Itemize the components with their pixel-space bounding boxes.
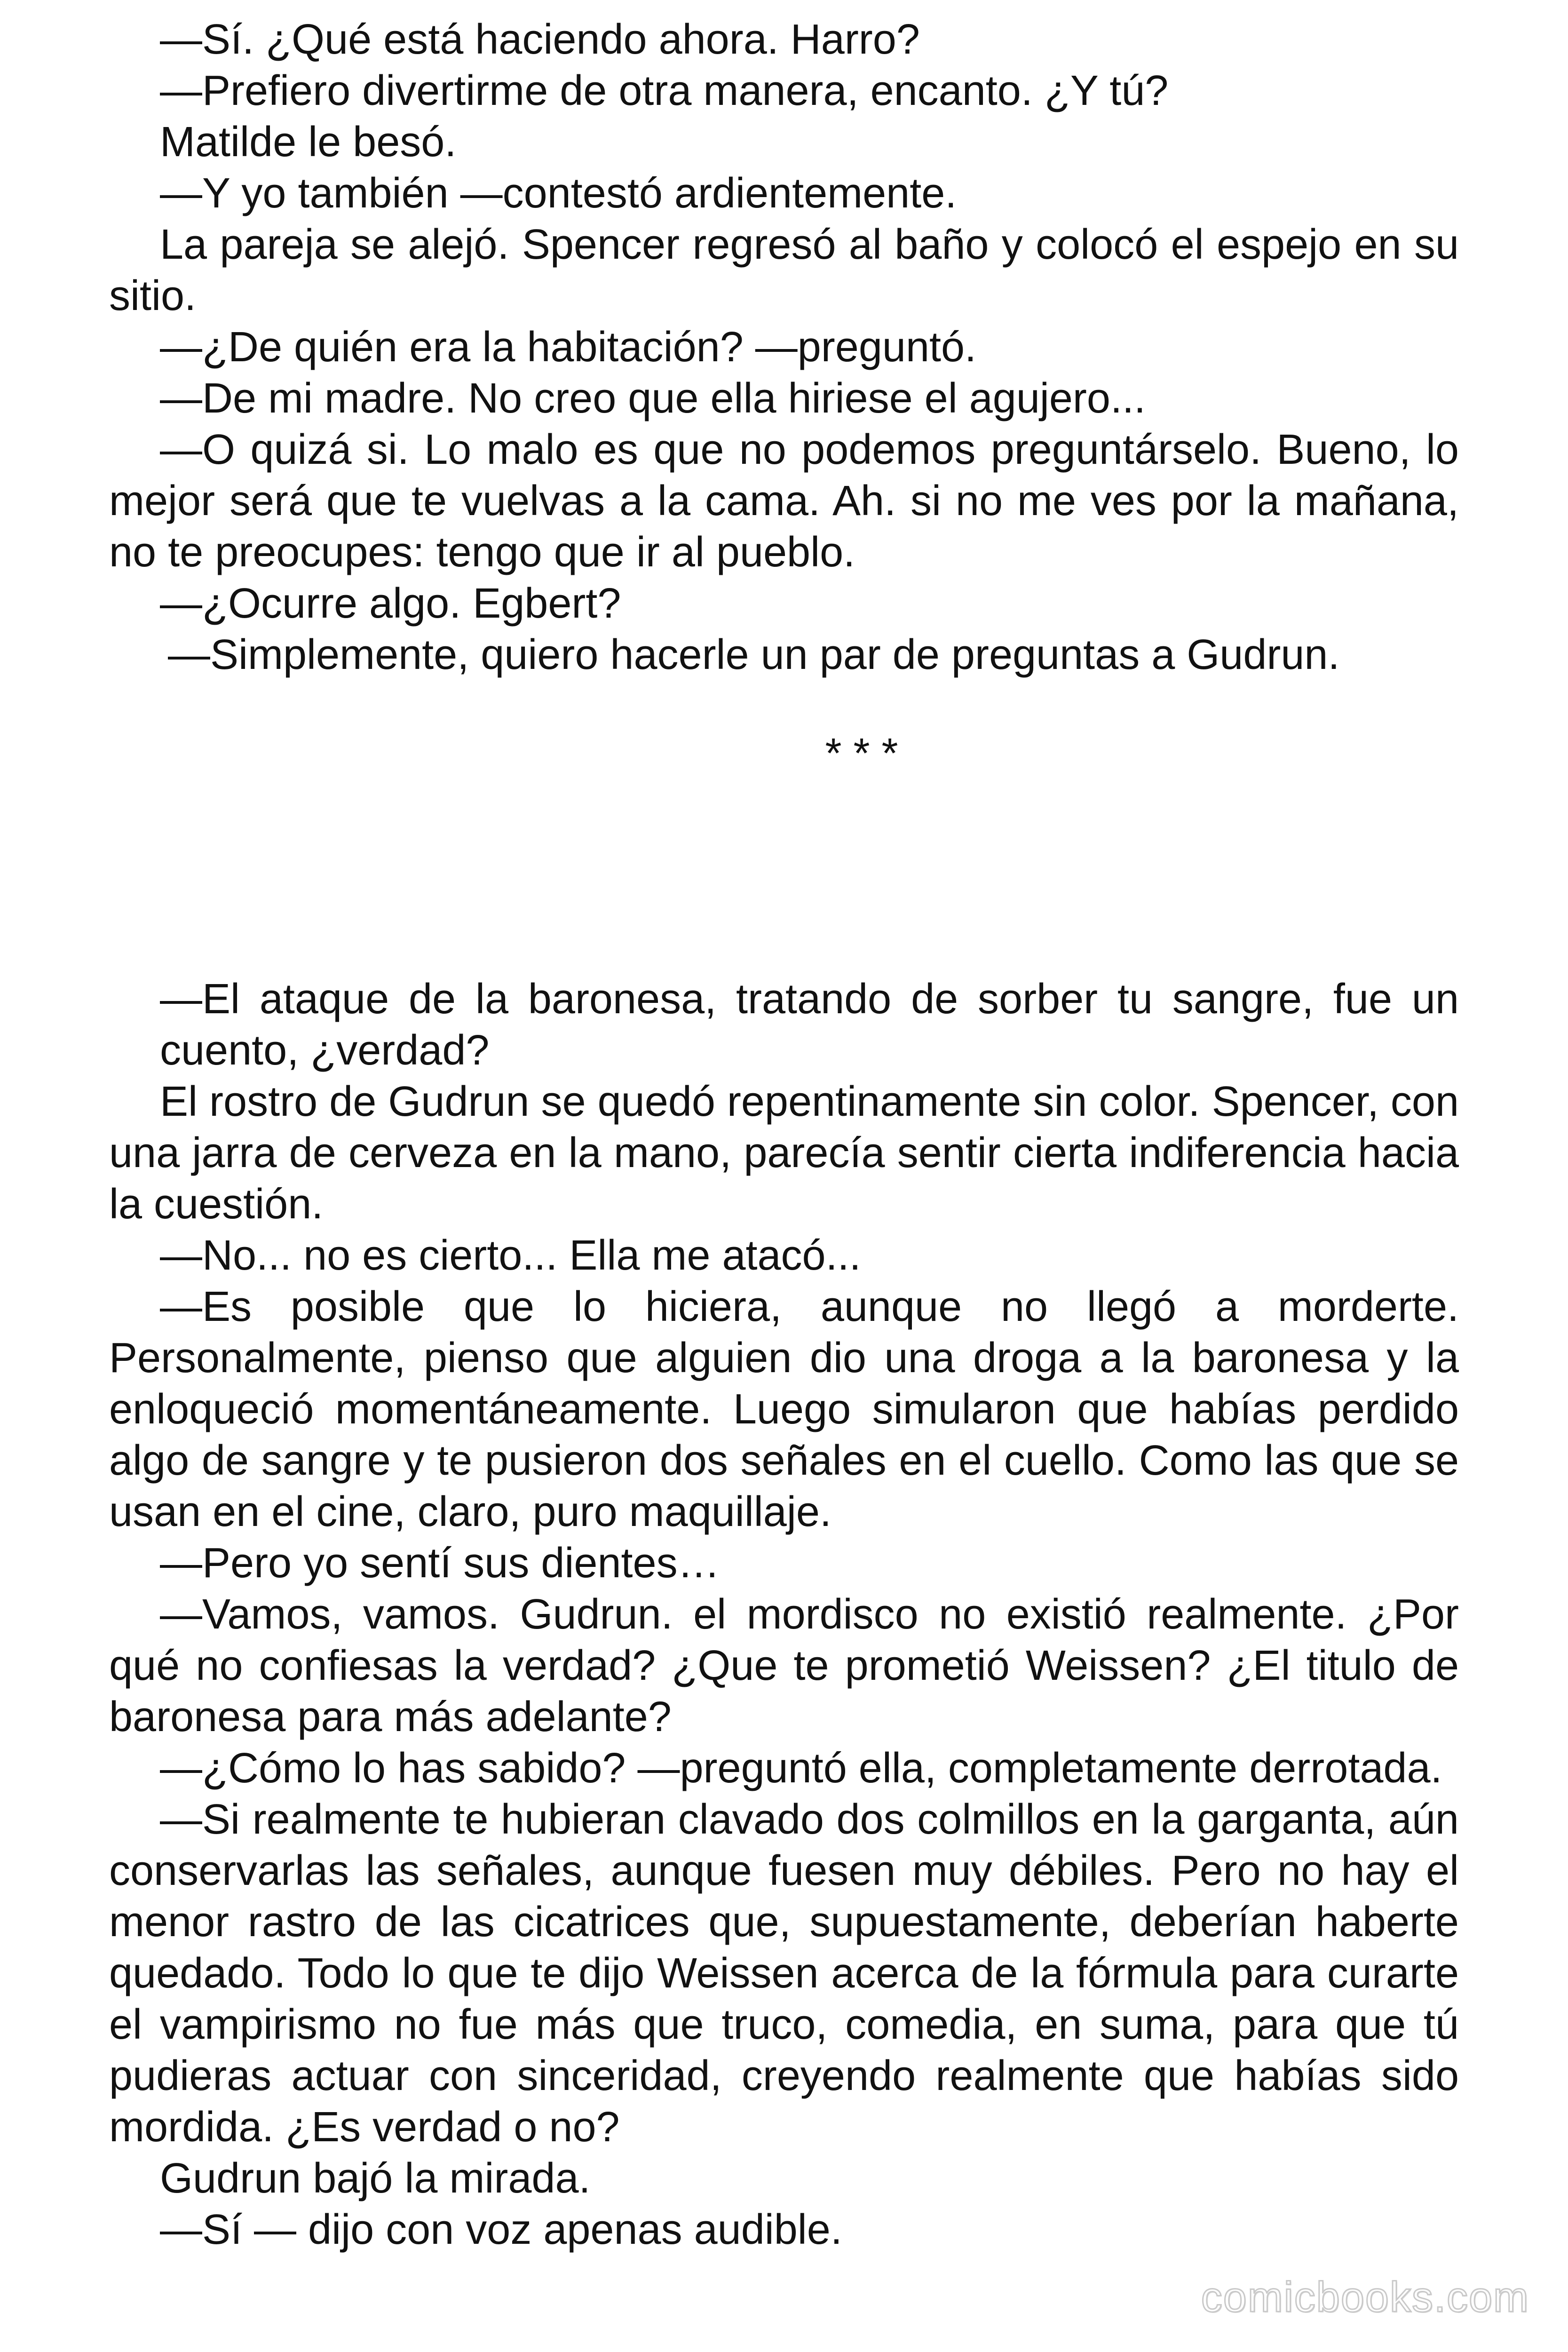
paragraph: —Sí — dijo con voz apenas audible. xyxy=(160,2206,842,2253)
paragraph: Matilde le besó. xyxy=(160,119,457,166)
paragraph: —No... no es cierto... Ella me atacó... xyxy=(160,1232,861,1279)
paragraph: —Simplemente, quiero hacerle un par de preguntas a Gudrun. xyxy=(168,631,1340,678)
paragraph: —Si realmente te hubieran clavado dos colmillos en la garganta, aún conservarlas las señales, aunque fuesen muy débiles. Pero no hay el menor rastro de las cicatrices que, supuestamente, deberían haberte quedado. Todo lo que te dijo Weissen acerca de la fórmula para curarte el vampirismo no fue más que truco, comedia, en suma, para que tú pudieras actuar con sinceridad, creyendo realmente que habías sido mordida. ¿Es verdad o no? xyxy=(109,1796,1459,2151)
paragraph: —Pero yo sentí sus dientes… xyxy=(160,1540,720,1587)
paragraph: —¿Ocurre algo. Egbert? xyxy=(160,580,621,627)
paragraph: Gudrun bajó la mirada. xyxy=(160,2155,591,2202)
paragraph: —Prefiero divertirme de otra manera, encanto. ¿Y tú? xyxy=(160,67,1169,114)
paragraph: —O quizá si. Lo malo es que no podemos preguntárselo. Bueno, lo mejor será que te vuelvas a la cama. Ah. si no me ves por la mañana, no te preocupes: tengo que ir al pueblo. xyxy=(109,426,1459,576)
paragraph: —Sí. ¿Qué está haciendo ahora. Harro? xyxy=(160,16,920,63)
section-one xyxy=(109,14,1459,681)
paragraph: La pareja se alejó. Spencer regresó al baño y colocó el espejo en su sitio. xyxy=(109,221,1459,319)
paragraph: —Y yo también —contestó ardientemente. xyxy=(160,170,957,217)
scene-break-mark: * * * xyxy=(825,730,898,777)
section-two xyxy=(109,974,1459,2256)
paragraph: —De mi madre. No creo que ella hiriese el agujero... xyxy=(160,375,1146,422)
paragraph: —¿De quién era la habitación? —preguntó. xyxy=(160,324,977,371)
paragraph: —El ataque de la baronesa, tratando de sorber tu sangre, fue un cuento, ¿verdad? xyxy=(160,976,1459,1074)
paragraph: —¿Cómo lo has sabido? —preguntó ella, completamente derrotada. xyxy=(160,1745,1442,1792)
paragraph: —Vamos, vamos. Gudrun. el mordisco no existió realmente. ¿Por qué no confiesas la verdad? ¿Que te prometió Weissen? ¿El titulo de baronesa para más adelante? xyxy=(109,1591,1459,1740)
watermark: comicbooks.com xyxy=(1201,2274,1529,2321)
paragraph: El rostro de Gudrun se quedó repentinamente sin color. Spencer, con una jarra de cerveza en la mano, parecía sentir cierta indiferencia hacia la cuestión. xyxy=(109,1078,1459,1228)
paragraph: —Es posible que lo hiciera, aunque no llegó a morderte. Personalmente, pienso que alguien dio una droga a la baronesa y la enloqueció momentáneamente. Luego simularon que habías perdido algo de sangre y te pusieron dos señales en el cuello. Como las que se usan en el cine, claro, puro maquillaje. xyxy=(109,1283,1459,1535)
scene-break xyxy=(0,728,1568,779)
